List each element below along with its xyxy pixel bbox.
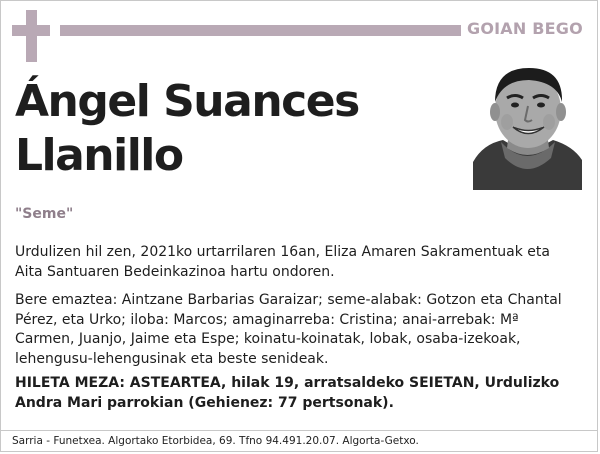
header-label: GOIAN BEGO [467,19,583,38]
footer [1,430,597,451]
header-rule [60,25,461,36]
nickname: "Seme" [15,206,74,222]
death-announcement: Urdulizen hil zen, 2021ko urtarrilaren 16an, Eliza Amaren Sakramentuak eta Aita Santuaren Bedeinkazinoa hartu ondoren. [15,244,550,280]
funeral-mass-details: HILETA MEZA: ASTEARTEA, hilak 19, arratsaldeko SEIETAN, Urdulizko Andra Mari parrokian (Gehienez: 77 pertsonak). [15,375,560,411]
family-list: Bere emaztea: Aintzane Barbarias Garaizar; seme-alabak: Gotzon eta Chantal Pérez, eta Urko; iloba: Marcos; amaginarreba: Cristina; anai-arrebak: Mª Carmen, Juanjo, Jaime eta Espe; koinatu-koinatak, lobak, osaba-izekoak, lehengusu-lehengusinak eta beste senideak. [15,292,562,367]
name-line-2: Llanillo [15,130,183,181]
cross-icon [12,10,50,62]
portrait-photo [473,62,582,190]
deceased-name [15,75,455,183]
name-line-1: Ángel Suances [15,76,359,127]
funeral-home-info: Sarria - Funetxea. Algortako Etorbidea, 69. Tfno 94.491.20.07. Algorta-Getxo. [12,435,419,447]
